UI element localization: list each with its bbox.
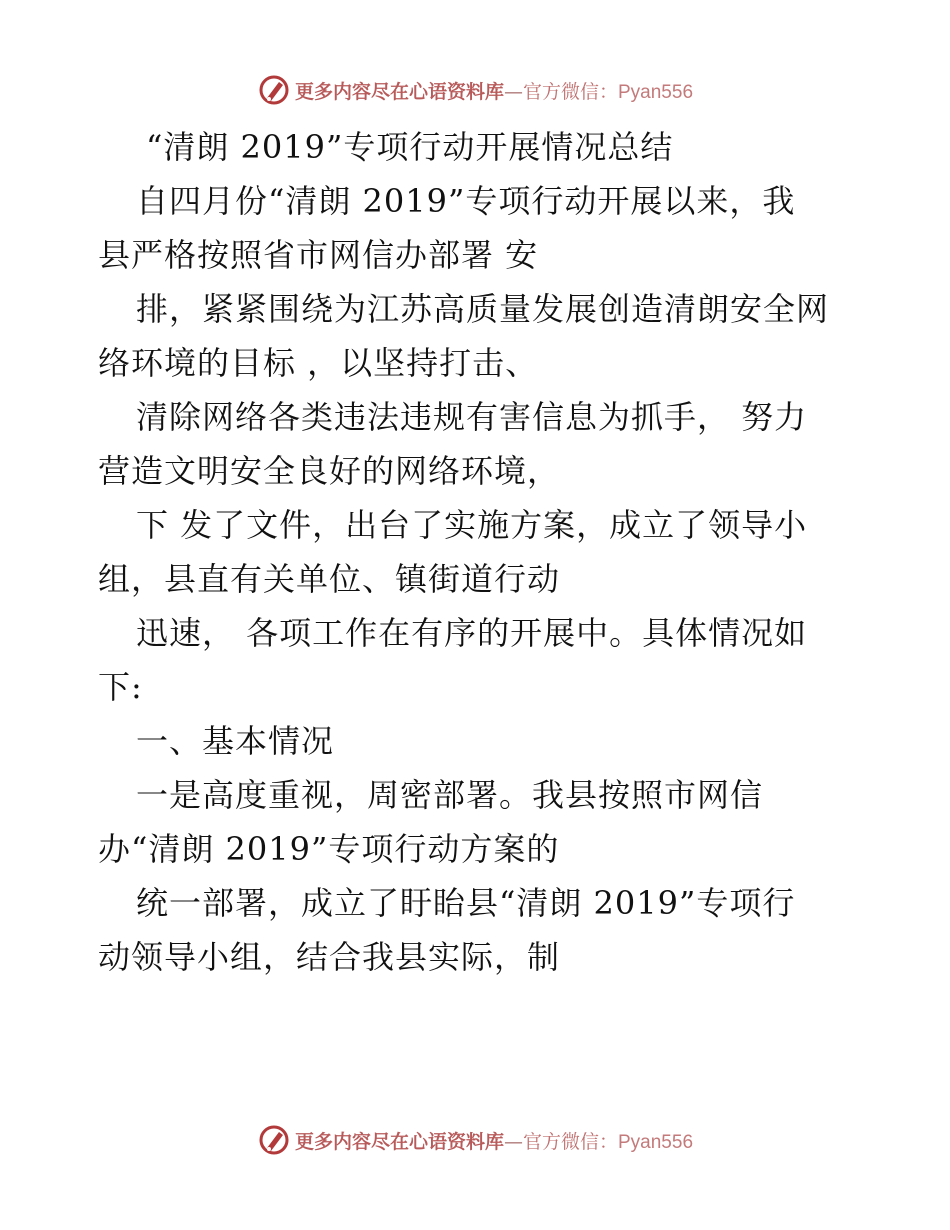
text-line: 自四月份“清朗 2019”专项行动开展以来，我: [136, 182, 796, 220]
text-line: 下:: [98, 668, 143, 706]
text-line: 动领导小组，结合我县实际，制: [98, 938, 561, 976]
watermark-text: [295, 1127, 693, 1154]
text-line: 下 发了文件，出台了实施方案，成立了领导小: [136, 506, 808, 544]
text-line: 排，紧紧围绕为江苏高质量发展创造清朗安全网: [136, 290, 830, 328]
watermark-label: 官方微信：: [522, 80, 618, 103]
text-line: 营造文明安全良好的网络环境，: [98, 452, 561, 490]
text-line: 一是高度重视，周密部署。我县按照市网信: [136, 776, 764, 814]
text-line: 络环境的目标 ，以坚持打击、: [98, 344, 539, 382]
footer-watermark: [0, 1120, 950, 1160]
watermark-main: 更多内容尽在心语资料库: [294, 1130, 504, 1153]
watermark-main: 更多内容尽在心语资料库: [294, 80, 504, 103]
text-line: 组，县直有关单位、镇街道行动: [98, 560, 561, 598]
header-watermark: [0, 70, 950, 110]
text-line: 迅速， 各项工作在有序的开展中。具体情况如: [136, 614, 808, 652]
watermark-text: [295, 77, 693, 104]
watermark-dash: —: [503, 1130, 523, 1153]
watermark-label: 官方微信：: [522, 1130, 618, 1153]
text-line: 办“清朗 2019”专项行动方案的: [98, 830, 560, 868]
pen-logo-icon: [257, 73, 291, 107]
text-line: 县严格按照省市网信办部署 安: [98, 236, 539, 274]
watermark-account: Pyan556: [618, 81, 694, 103]
paragraph-lines: [98, 174, 858, 984]
text-line: 一、基本情况: [136, 722, 335, 760]
document-body: [98, 120, 858, 984]
watermark-account: Pyan556: [618, 1131, 694, 1153]
watermark-dash: —: [503, 80, 523, 103]
document-title: “清朗 2019”专项行动开展情况总结: [146, 128, 674, 166]
text-line: 统一部署，成立了盱眙县“清朗 2019”专项行: [136, 884, 796, 922]
pen-logo-icon: [257, 1123, 291, 1157]
text-line: 清除网络各类违法违规有害信息为抓手， 努力: [136, 398, 808, 436]
